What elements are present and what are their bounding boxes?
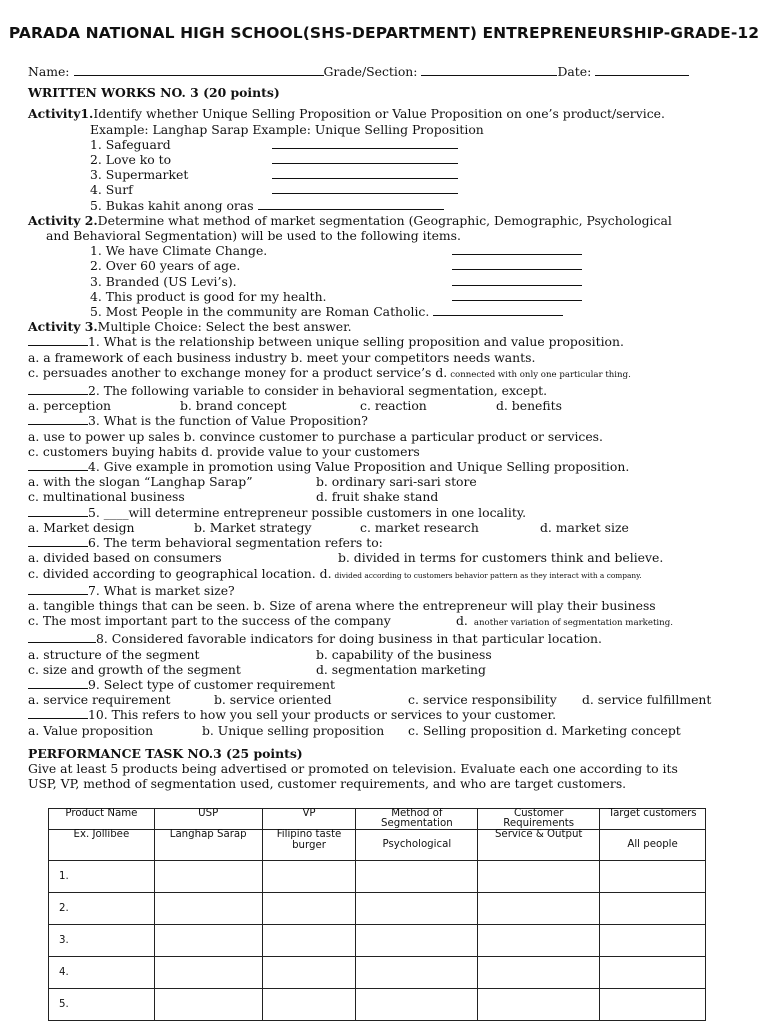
table-cell[interactable]: [600, 957, 706, 989]
activity2-item: 3. Branded (US Levi’s).: [28, 274, 740, 289]
table-cell[interactable]: [600, 861, 706, 893]
table-cell[interactable]: [478, 925, 600, 957]
answer-blank[interactable]: [452, 289, 582, 301]
answer-blank[interactable]: [28, 677, 88, 689]
table-cell[interactable]: [356, 957, 478, 989]
answer-blank[interactable]: [452, 274, 582, 286]
table-cell[interactable]: [262, 925, 356, 957]
question: 8. Considered favorable indicators for doing business in that particular location.: [28, 631, 740, 646]
activity2-text: Determine what method of market segmentation (Geographic, Demographic, Psychological: [97, 212, 672, 228]
table-cell[interactable]: [154, 861, 262, 893]
activity1-example: Example: Langhap Sarap Example: Unique Selling Proposition: [90, 121, 484, 137]
column-header: Method of Segmentation: [356, 809, 478, 830]
grade-label: Grade/Section:: [323, 64, 418, 79]
question: 4. Give example in promotion using Value Proposition and Unique Selling proposition.: [28, 459, 740, 474]
choices: a. with the slogan “Langhap Sarap” b. ordinary sari-sari store: [28, 474, 477, 490]
table-row: [49, 861, 706, 893]
question: 3. What is the function of Value Proposition?: [28, 413, 740, 428]
grade-blank[interactable]: [421, 64, 557, 76]
answer-blank[interactable]: [28, 383, 88, 395]
table-cell: Ex. Jollibee: [49, 830, 155, 861]
column-header: Target customers: [600, 809, 706, 830]
table-cell[interactable]: [262, 893, 356, 925]
column-header: Product Name: [49, 809, 155, 830]
answer-blank[interactable]: [272, 137, 458, 149]
choices: a. service requirement b. service oriented c. service responsibility d. service fulfillment: [28, 692, 712, 708]
row-number: 5.: [49, 989, 155, 1021]
table-cell: Langhap Sarap: [154, 830, 262, 861]
table-cell[interactable]: [154, 925, 262, 957]
choices: c. persuades another to exchange money for a product service’s d. connected with only one particular thing.: [28, 364, 631, 380]
activity1-item: 1. Safeguard: [28, 137, 740, 152]
table-cell[interactable]: [154, 989, 262, 1021]
table-cell[interactable]: [154, 957, 262, 989]
question: 2. The following variable to consider in behavioral segmentation, except.: [28, 383, 740, 398]
choices: a. Value proposition b. Unique selling proposition c. Selling proposition d. Marketing concept: [28, 722, 681, 738]
answer-blank[interactable]: [28, 334, 88, 346]
choices: c. customers buying habits d. provide value to your customers: [28, 443, 420, 459]
table-row: [49, 893, 706, 925]
table-cell: Filipino taste burger: [262, 830, 356, 861]
worksheet: [28, 64, 740, 791]
choices: a. divided based on consumers b. divided in terms for customers think and believe.: [28, 550, 664, 566]
choices: a. use to power up sales b. convince customer to purchase a particular product or services.: [28, 428, 603, 444]
answer-blank[interactable]: [28, 505, 88, 517]
answer-blank[interactable]: [272, 152, 458, 164]
activity3-label: Activity 3.: [28, 319, 98, 335]
answer-blank[interactable]: [28, 707, 88, 719]
choices: c. multinational business d. fruit shake stand: [28, 489, 439, 505]
performance-task-instruction-2: USP, VP, method of segmentation used, customer requirements, and who are target customers.: [28, 776, 627, 792]
answer-blank[interactable]: [258, 198, 444, 210]
choices: c. The most important part to the success of the company d. another variation of segmentation marketing.: [28, 613, 673, 629]
column-header: VP: [262, 809, 356, 830]
question: 7. What is market size?: [28, 583, 740, 598]
table-cell[interactable]: [600, 893, 706, 925]
name-blank[interactable]: [74, 64, 324, 76]
answer-blank[interactable]: [452, 243, 582, 255]
question: 10. This refers to how you sell your products or services to your customer.: [28, 707, 740, 722]
student-info-line: [28, 64, 740, 79]
choices: a. perception b. brand concept c. reaction d. benefits: [28, 398, 562, 414]
performance-task-instruction: Give at least 5 products being advertised or promoted on television. Evaluate each one according to its: [28, 760, 678, 776]
date-label: Date:: [557, 64, 592, 79]
table-row: [49, 989, 706, 1021]
row-number: 3.: [49, 925, 155, 957]
activity1-item: 3. Supermarket: [28, 167, 740, 182]
example-row: [49, 830, 706, 861]
choices: a. tangible things that can be seen. b. Size of arena where the entrepreneur will play their business: [28, 597, 656, 613]
column-header: Customer Requirements: [478, 809, 600, 830]
performance-task-table: [48, 808, 706, 1021]
activity1-text: Identify whether Unique Selling Proposition or Value Proposition on one’s product/service.: [93, 106, 665, 122]
page-title: PARADA NATIONAL HIGH SCHOOL(SHS-DEPARTMENT) ENTREPRENEURSHIP-GRADE-12: [8, 24, 760, 42]
activity1-instruction: [28, 106, 740, 121]
table-cell[interactable]: [478, 989, 600, 1021]
table-cell: Psychological: [356, 830, 478, 861]
answer-blank[interactable]: [28, 583, 88, 595]
answer-blank[interactable]: [272, 167, 458, 179]
table-cell: Service & Output: [478, 830, 600, 861]
activity3-instruction: [28, 319, 740, 334]
row-number: 4.: [49, 957, 155, 989]
answer-blank[interactable]: [452, 258, 582, 270]
table-header-row: [49, 809, 706, 830]
answer-blank[interactable]: [28, 631, 96, 643]
activity2-item: 4. This product is good for my health.: [28, 289, 740, 304]
choices: a. Market design b. Market strategy c. market research d. market size: [28, 519, 629, 535]
table-cell[interactable]: [600, 989, 706, 1021]
answer-blank[interactable]: [272, 182, 458, 194]
table-cell[interactable]: [262, 957, 356, 989]
answer-blank[interactable]: [28, 413, 88, 425]
table-cell[interactable]: [478, 861, 600, 893]
performance-task-title: PERFORMANCE TASK NO.3 (25 points): [28, 745, 303, 761]
activity1-item: 5. Bukas kahit anong oras: [28, 198, 740, 213]
row-number: 2.: [49, 893, 155, 925]
activity2-item: 5. Most People in the community are Roman Catholic.: [28, 304, 740, 319]
table-cell[interactable]: [154, 893, 262, 925]
table-row: [49, 925, 706, 957]
table-cell: All people: [600, 830, 706, 861]
activity1-label: Activity1.: [28, 106, 94, 122]
activity3-text: Multiple Choice: Select the best answer.: [97, 319, 352, 335]
activity2-item: 1. We have Climate Change.: [28, 243, 740, 258]
date-blank[interactable]: [595, 64, 689, 76]
activity1-item: 4. Surf: [28, 182, 740, 197]
answer-blank[interactable]: [28, 459, 88, 471]
table-cell[interactable]: [356, 893, 478, 925]
table-cell[interactable]: [356, 861, 478, 893]
row-number: 1.: [49, 861, 155, 893]
question: 9. Select type of customer requirement: [28, 677, 740, 692]
activity1-item: 2. Love ko to: [28, 152, 740, 167]
activity2-instruction-2: and Behavioral Segmentation) will be used to the following items.: [46, 228, 461, 244]
table-cell[interactable]: [600, 925, 706, 957]
question: 5. ____will determine entrepreneur possible customers in one locality.: [28, 505, 740, 520]
answer-blank[interactable]: [433, 304, 563, 316]
question: 6. The term behavioral segmentation refers to:: [28, 535, 740, 550]
choices: c. divided according to geographical location. d. divided according to customers behavior pattern as they interact with a company.: [28, 565, 642, 581]
question: 1. What is the relationship between unique selling proposition and value proposition.: [28, 334, 740, 349]
written-works-title: WRITTEN WORKS NO. 3 (20 points): [28, 85, 280, 101]
choices: c. size and growth of the segment d. segmentation marketing: [28, 661, 486, 677]
name-label: Name:: [28, 64, 70, 79]
table-cell[interactable]: [262, 989, 356, 1021]
activity2-item: 2. Over 60 years of age.: [28, 258, 740, 273]
activity2-instruction: [28, 213, 740, 228]
table-row: [49, 957, 706, 989]
answer-blank[interactable]: [28, 535, 88, 547]
table-cell[interactable]: [356, 989, 478, 1021]
table-cell[interactable]: [478, 893, 600, 925]
column-header: USP: [154, 809, 262, 830]
table-cell[interactable]: [478, 957, 600, 989]
choices: a. a framework of each business industry b. meet your competitors needs wants.: [28, 349, 536, 365]
choices: a. structure of the segment b. capability of the business: [28, 646, 492, 662]
table-cell[interactable]: [262, 861, 356, 893]
activity2-label: Activity 2.: [28, 212, 98, 228]
table-cell[interactable]: [356, 925, 478, 957]
